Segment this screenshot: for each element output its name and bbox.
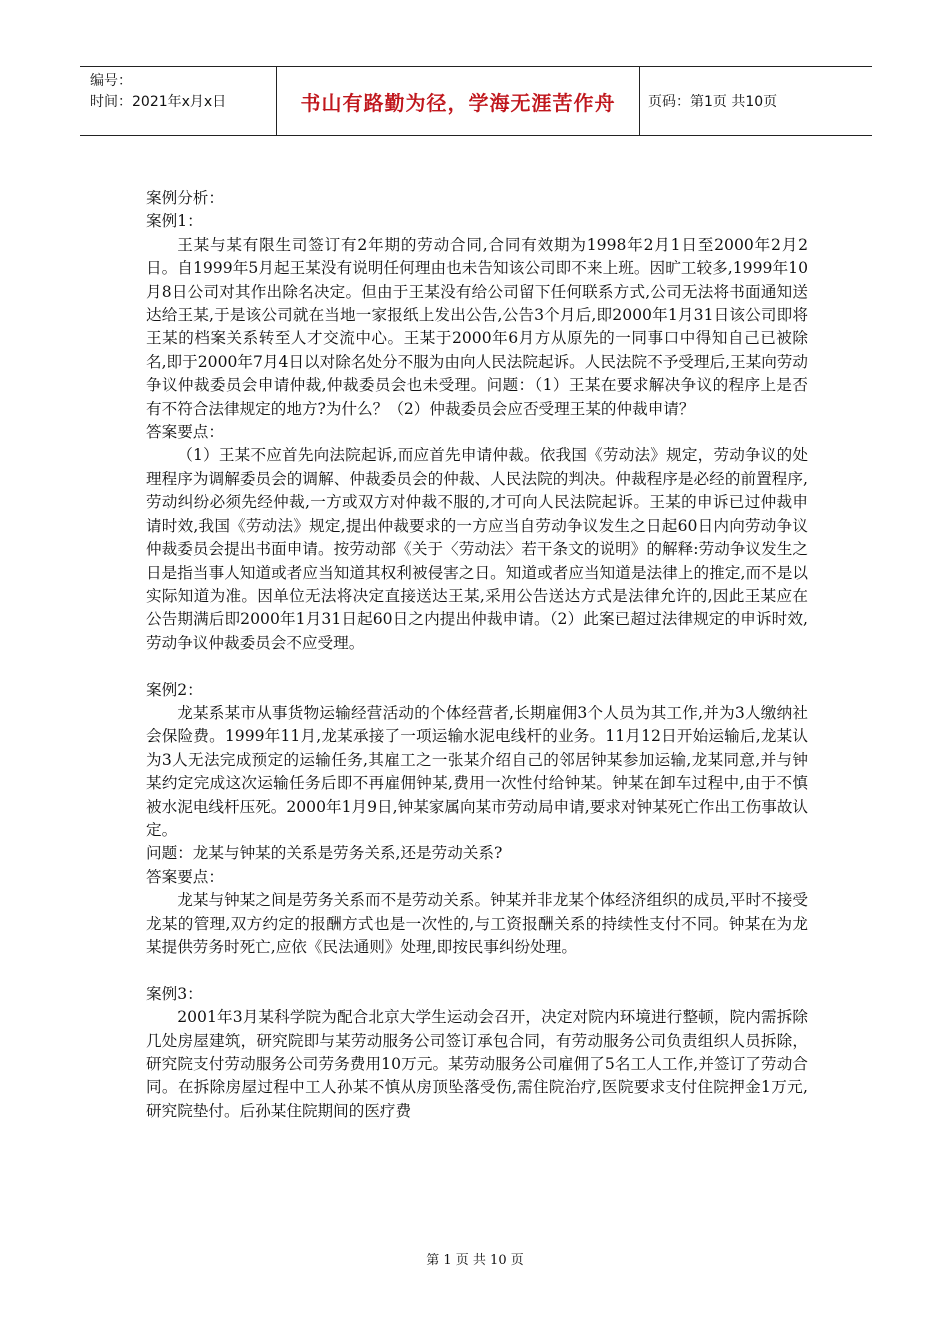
case2-answer-label: 答案要点： [146, 867, 224, 886]
case1-title: 案例1： [146, 212, 203, 231]
header-motto: 书山有路勤为径，学海无涯苦作舟 [276, 67, 640, 135]
spacer [146, 655, 808, 678]
case1-answer-label: 答案要点： [146, 423, 224, 442]
section-title: 案例分析： [146, 189, 224, 207]
header-meta [80, 67, 276, 135]
case3-title: 案例3： [146, 984, 203, 1003]
page-header [80, 66, 872, 136]
page-footer: 第 1 页 共 10 页 [426, 1253, 524, 1268]
header-page-info: 页码：第1页 共10页 [648, 94, 778, 110]
case2-title: 案例2： [146, 680, 203, 699]
document-body [146, 187, 808, 1123]
time-label: 时间：2021年x月x日 [90, 94, 227, 110]
case1-body: 王某与某有限生司签订有2年期的劳动合同,合同有效期为1998年2月1日至2000年2月2日。自1999年5月起王某没有说明任何理由也未告知该公司即不来上班。因旷工较多,1999年10月8日公司对其作出除名决定。但由于王某没有给公司留下任何联系方式,公司无法将书面通知送达给王某,于是该公司就在当地一家报纸上发出公告,公告3个月后,即2000年1月31日该公司即将王某的档案关系转至人才交流中心。王某于2000年6月方从原先的一同事口中得知自己已被除名,即于2000年7月4日以对除名处分不服为由向人民法院起诉。人民法院不予受理后,王某向劳动争议仲裁委员会申请仲裁,仲裁委员会也未受理。问题：（1）王某在要求解决争议的程序上是否有不符合法律规定的地方?为什么？（2）仲裁委员会应否受理王某的仲裁申请？ [146, 235, 809, 418]
case2-question: 问题：龙某与钟某的关系是劳务关系,还是劳动关系? [146, 844, 503, 863]
spacer [146, 959, 808, 982]
case2-body: 龙某系某市从事货物运输经营活动的个体经营者,长期雇佣3个人员为其工作,并为3人缴纳社会保险费。1999年11月,龙某承接了一项运输水泥电线杆的业务。11月12日开始运输后,龙某认为3人无法完成预定的运输任务,其雇工之一张某介绍自己的邻居钟某参加运输,龙某同意,并与钟某约定完成这次运输任务后即不再雇佣钟某,费用一次性付给钟某。钟某在卸车过程中,由于不慎被水泥电线杆压死。2000年1月9日,钟某家属向某市劳动局申请,要求对钟某死亡作出工伤事故认定。 [146, 703, 809, 839]
number-label: 编号： [90, 73, 132, 89]
case1-answer: （1）王某不应首先向法院起诉,而应首先申请仲裁。依我国《劳动法》规定，劳动争议的处理程序为调解委员会的调解、仲裁委员会的仲裁、人民法院的判决。仲裁程序是必经的前置程序,劳动纠纷必须先经仲裁,一方或双方对仲裁不服的,才可向人民法院起诉。王某的申诉已过仲裁申请时效,我国《劳动法》规定,提出仲裁要求的一方应当自劳动争议发生之日起60日内向劳动争议仲裁委员会提出书面申请。按劳动部《关于〈劳动法〉若干条文的说明》的解释:劳动争议发生之日是指当事人知道或者应当知道其权利被侵害之日。知道或者应当知道是法律上的推定,而不是以实际知道为准。因单位无法将决定直接送达王某,采用公告送达方式是法律允许的,因此王某应在公告期满后即2000年1月31日起60日之内提出仲裁申请。（2）此案已超过法律规定的申诉时效,劳动争议仲裁委员会不应受理。 [146, 446, 808, 652]
case3-body: 2001年3月某科学院为配合北京大学生运动会召开，决定对院内环境进行整顿，院内需拆除几处房屋建筑，研究院即与某劳动服务公司签订承包合同，有劳动服务公司负责组织人员拆除，研究院支付劳动服务公司劳务费用10万元。某劳动服务公司雇佣了5名工人工作,并签订了劳动合同。在拆除房屋过程中工人孙某不慎从房顶坠落受伤,需住院治疗,医院要求支付住院押金1万元,研究院垫付。后孙某住院期间的医疗费 [146, 1008, 808, 1120]
case2-answer: 龙某与钟某之间是劳务关系而不是劳动关系。钟某并非龙某个体经济组织的成员,平时不接受龙某的管理,双方约定的报酬方式也是一次性的,与工资报酬关系的持续性支付不同。钟某在为龙某提供劳务时死亡,应依《民法通则》处理,即按民事纠纷处理。 [146, 891, 808, 956]
